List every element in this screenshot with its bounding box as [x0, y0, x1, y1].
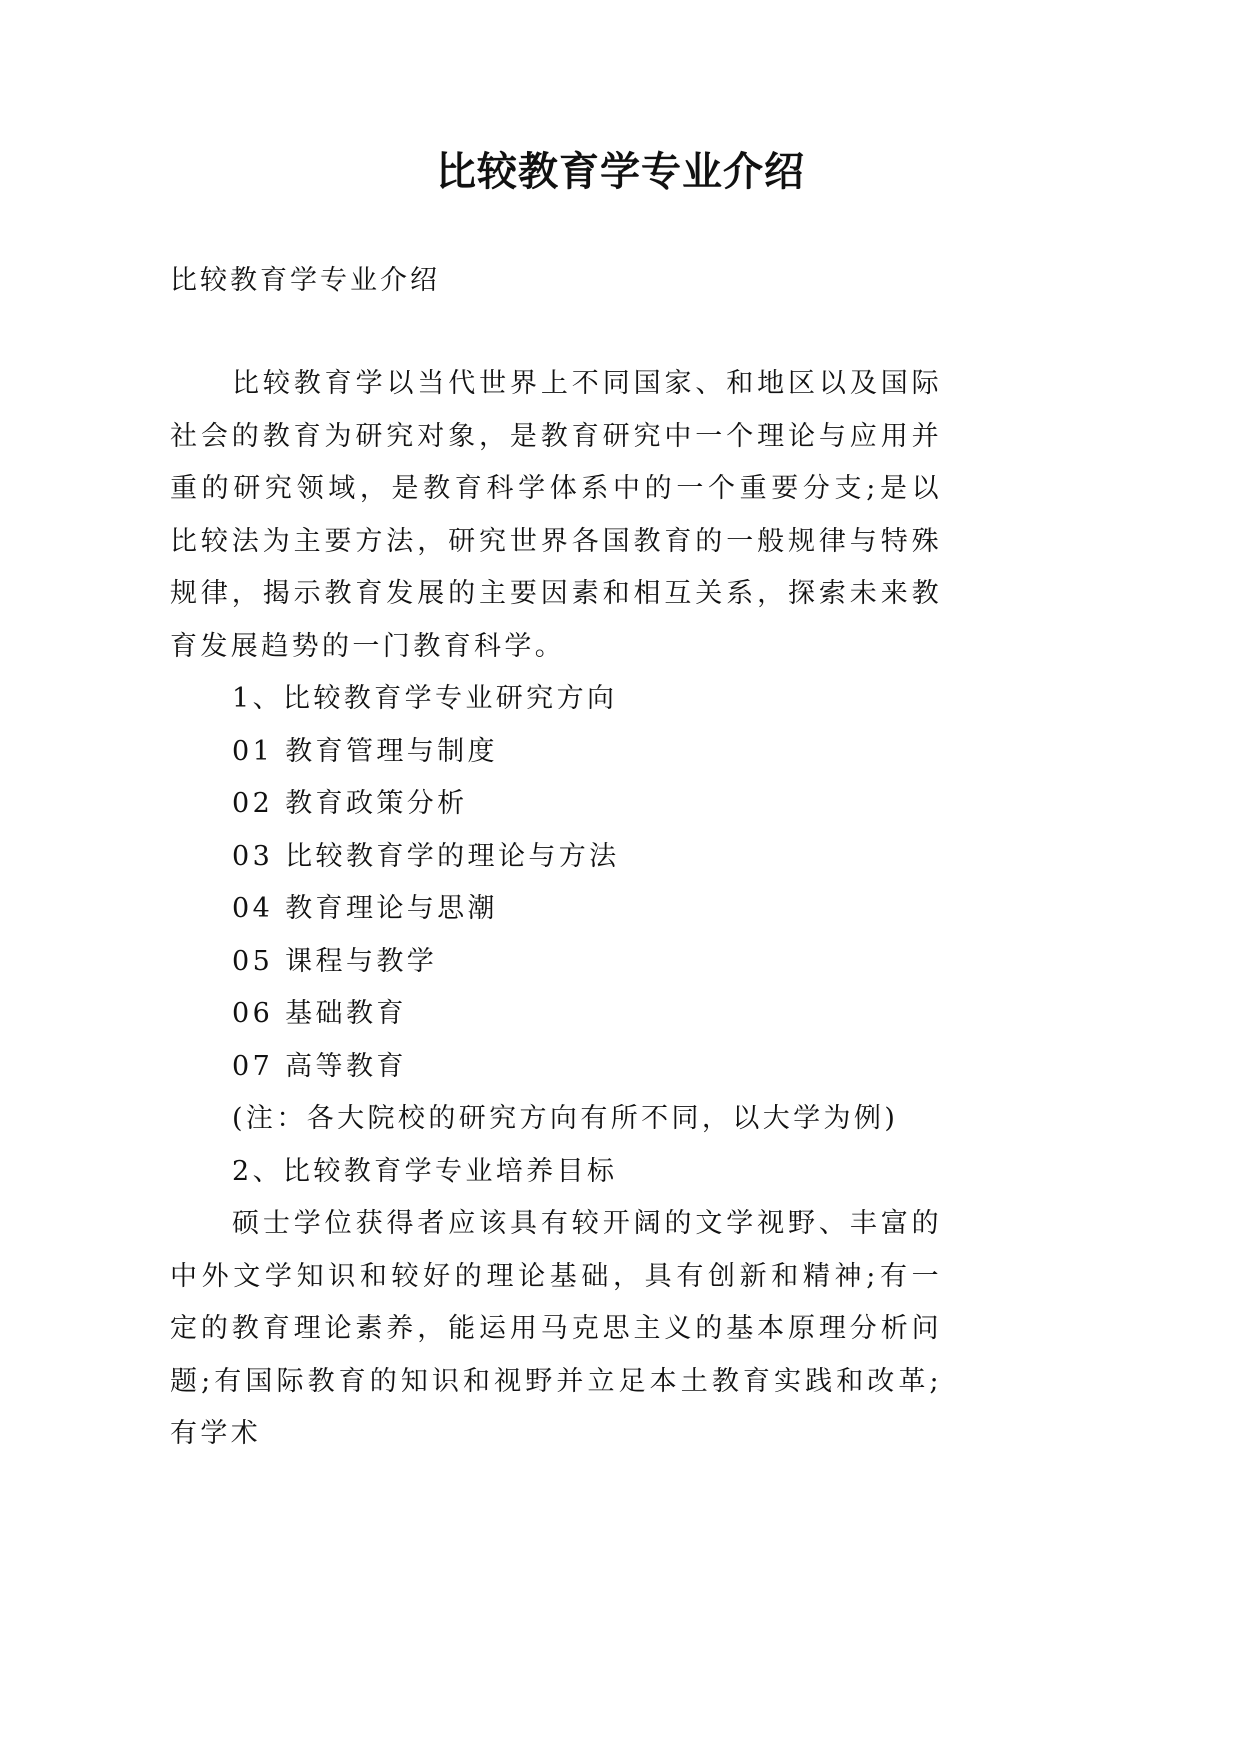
list-item: 07 高等教育 — [232, 1050, 407, 1082]
section-heading-research-directions: 1、比较教育学专业研究方向 — [232, 683, 618, 714]
list-item: 03 比较教育学的理论与方法 — [232, 840, 620, 872]
intro-paragraph: 比较教育学以当代世界上不同国家、和地区以及国际社会的教育为研究对象，是教育研究中一个理论与应用并重的研究领域，是教育科学体系中的一个重要分支;是以比较法为主要方法，研究世界各国教育的一般规律与特殊规律，揭示教育发展的主要因素和相互关系，探索未来教育发展趋势的一门教育科学。 — [170, 368, 942, 662]
training-goals-paragraph: 硕士学位获得者应该具有较开阔的文学视野、丰富的中外文学知识和较好的理论基础，具有创新和精神;有一定的教育理论素养，能运用马克思主义的基本原理分析问题;有国际教育的知识和视野并立足本土教育实践和改革;有学术 — [170, 1208, 942, 1449]
document-title: 比较教育学专业介绍 — [436, 149, 805, 195]
note-paragraph: (注：各大院校的研究方向有所不同，以大学为例) — [232, 1103, 899, 1134]
document-body — [170, 358, 942, 1461]
list-item: 06 基础教育 — [232, 998, 407, 1029]
list-item: 01 教育管理与制度 — [232, 735, 498, 767]
list-item: 05 课程与教学 — [232, 945, 438, 977]
document-subtitle: 比较教育学专业介绍 — [170, 265, 440, 296]
section-heading-training-goals: 2、比较教育学专业培养目标 — [232, 1155, 618, 1187]
list-item: 04 教育理论与思潮 — [232, 893, 498, 924]
list-item: 02 教育政策分析 — [232, 788, 468, 819]
